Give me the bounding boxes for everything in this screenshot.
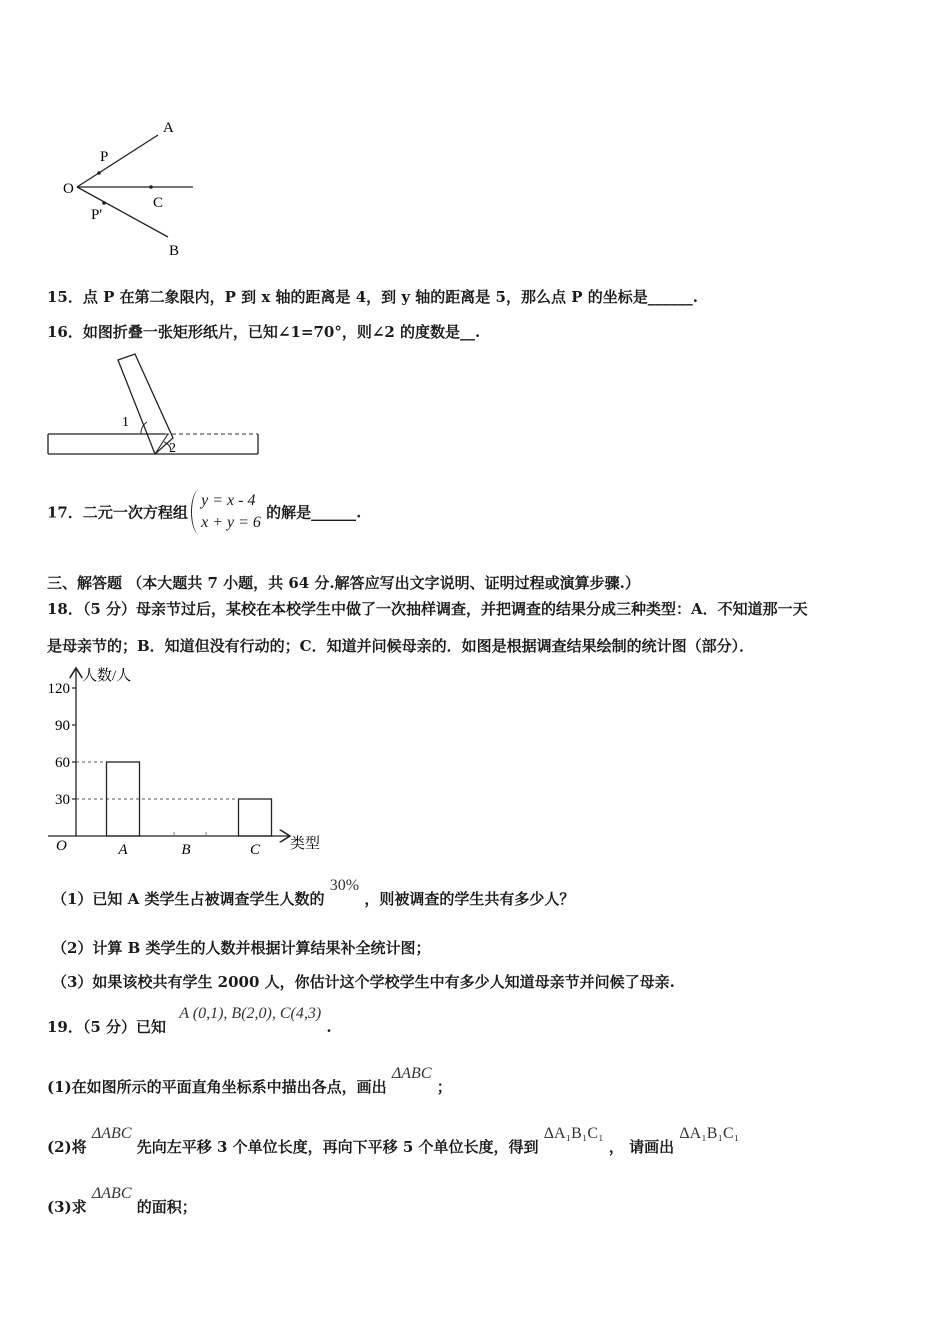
q19-sub1-prefix: (1)在如图所示的平面直角坐标系中描出各点，画出 bbox=[47, 1078, 387, 1096]
q19-sub2-prefix: (2)将 bbox=[47, 1138, 87, 1156]
q19-sub-1 bbox=[47, 1065, 452, 1097]
angle-1-label: 1 bbox=[122, 415, 129, 430]
q19-sub2-mid: 先向左平移 3 个单位长度，再向下平移 5 个单位长度，得到 bbox=[136, 1138, 539, 1156]
q18-sub-2: （2）计算 B 类学生的人数并根据计算结果补全统计图； bbox=[52, 939, 431, 957]
q19-sub3-triangle: ΔABC bbox=[91, 1185, 132, 1202]
q19-sub3-suffix: 的面积； bbox=[136, 1198, 197, 1216]
q19-sub2-triangle: ΔABC bbox=[91, 1125, 132, 1142]
q19-sub1-suffix: ； bbox=[436, 1078, 452, 1096]
q19-sub2-mid2: ， 请画出 bbox=[608, 1138, 675, 1156]
question-15: 15．点 P 在第二象限内，P 到 x 轴的距离是 4，到 y 轴的距离是 5，那么点 P 的坐标是______. bbox=[47, 288, 698, 306]
q18-sub-3: （3）如果该校共有学生 2000 人，你估计这个学校学生中有多少人知道母亲节并问候了母亲. bbox=[52, 973, 675, 991]
q17-prefix: 17．二元一次方程组 bbox=[47, 503, 188, 522]
q19-sub1-triangle: ΔABC bbox=[391, 1065, 432, 1082]
x-axis-label: 类型 bbox=[290, 836, 321, 852]
brace-icon bbox=[191, 490, 200, 534]
label-B: B bbox=[169, 243, 180, 259]
x-tick-label-B: B bbox=[181, 842, 191, 858]
question-16: 16．如图折叠一张矩形纸片，已知∠1=70°，则∠2 的度数是__. bbox=[47, 323, 481, 341]
label-C: C bbox=[153, 195, 164, 211]
q19-points: A (0,1), B(2,0), C(4,3) bbox=[179, 1005, 322, 1022]
q18-sub1-suffix: ，则被调查的学生共有多少人？ bbox=[364, 890, 575, 908]
y-tick-label: 30 bbox=[55, 792, 70, 808]
label-A: A bbox=[163, 120, 174, 136]
question-18-line-2: 是母亲节的；B．知道但没有行动的；C．知道并问候母亲的．如图是根据调查结果绘制的统计图（部分）． bbox=[47, 637, 755, 655]
question-19 bbox=[47, 1005, 332, 1037]
label-P: P bbox=[100, 149, 109, 165]
question-17 bbox=[47, 490, 361, 534]
y-tick-label: 60 bbox=[55, 755, 70, 771]
equation-system bbox=[193, 490, 261, 534]
figure-folded-paper bbox=[45, 352, 265, 462]
bar-A bbox=[107, 762, 140, 836]
origin-label: O bbox=[56, 838, 67, 854]
y-tick-label: 90 bbox=[55, 718, 70, 734]
q19-dot: . bbox=[326, 1018, 332, 1036]
q18-sub-1 bbox=[52, 877, 575, 909]
q18-sub1-percent: 30% bbox=[329, 877, 360, 894]
bar-C bbox=[239, 799, 272, 836]
y-tick-label: 120 bbox=[47, 681, 70, 697]
q19-sub-3 bbox=[47, 1185, 197, 1217]
x-tick-label-A: A bbox=[118, 842, 128, 858]
equation-1: y = x - 4 bbox=[201, 492, 256, 509]
question-18-line-1: 18．（5 分）母亲节过后，某校在本校学生中做了一次抽样调查，并把调查的结果分成三种类型：A．不知道那一天 bbox=[47, 600, 808, 618]
q17-suffix: 的解是______. bbox=[266, 503, 362, 522]
q18-sub1-prefix: （1）已知 A 类学生占被调查学生人数的 bbox=[52, 890, 325, 908]
bar-chart bbox=[40, 660, 340, 860]
q19-sub2-triangle-image: ΔA₁B₁C₁ bbox=[543, 1125, 604, 1142]
label-O: O bbox=[63, 181, 74, 197]
angle-2-label: 2 bbox=[169, 441, 176, 456]
equation-2: x + y = 6 bbox=[201, 514, 261, 531]
q19-sub-2 bbox=[47, 1125, 740, 1157]
section-heading: 三、解答题 （本大题共 7 小题，共 64 分.解答应写出文字说明、证明过程或演算步骤.） bbox=[47, 574, 640, 592]
y-axis-label: 人数/人 bbox=[82, 668, 132, 684]
x-tick-label-C: C bbox=[249, 842, 261, 858]
q19-sub2-triangle-image-2: ΔA₁B₁C₁ bbox=[679, 1125, 740, 1142]
q19-prefix: 19．（5 分）已知 bbox=[47, 1018, 167, 1036]
figure-rays bbox=[55, 115, 205, 260]
q19-sub3-prefix: (3)求 bbox=[47, 1198, 87, 1216]
label-P-prime: P' bbox=[91, 207, 103, 223]
